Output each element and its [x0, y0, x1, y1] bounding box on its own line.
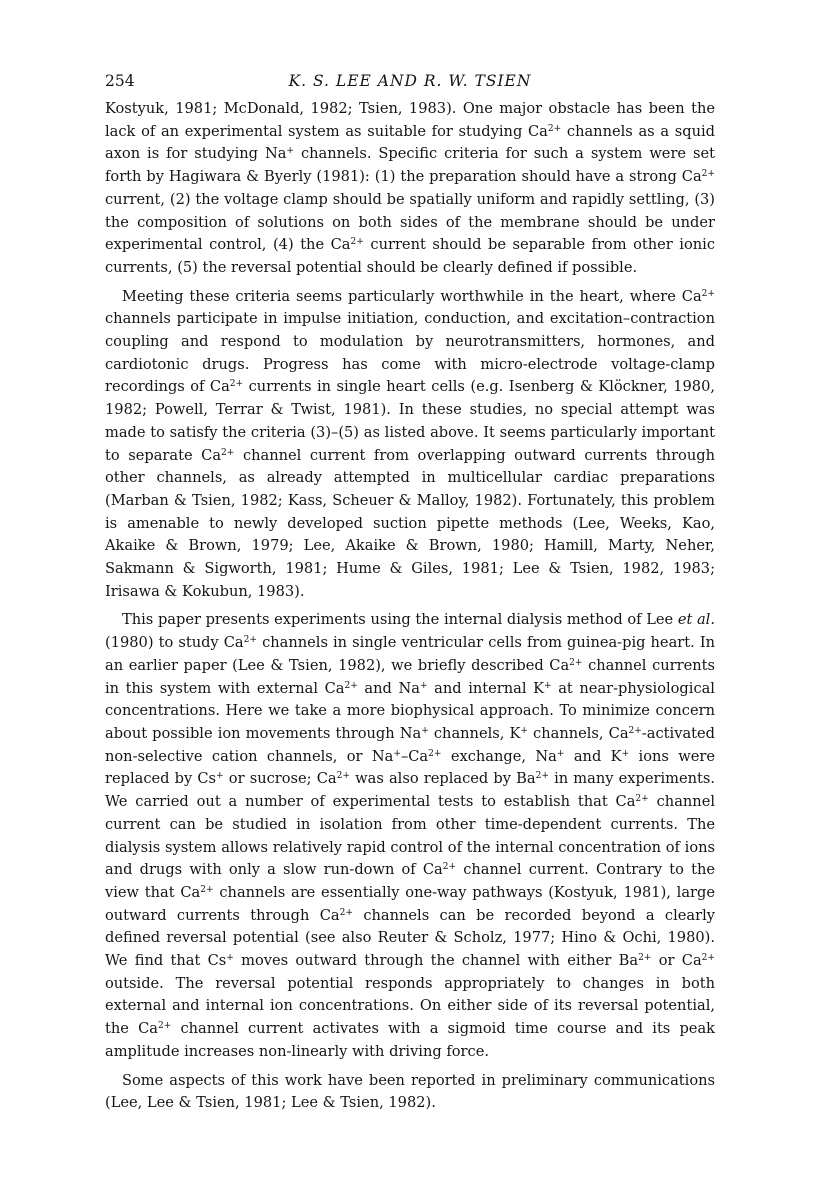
- paragraph-continued: Kostyuk, 1981; McDonald, 1982; Tsien, 1983). One major obstacle has been the lack of an experimental system as suitable for studying $Ca^{2+}$ channels as a squid axon is for studying Na+ channels. Specific criteria for such a system were set forth by Hagiwara & Byerly (1981): (1) the preparation should have a strong $Ca^{2+}$ current, (2) the voltage clamp should be spatially uniform and rapidly settling, (3) the composition of solutions on both sides of the membrane should be under experimental control, (4) the $Ca^{2+}$ current should be separable from other ionic currents, (5) the reversal potential should be clearly defined if possible.: [105, 100, 716, 276]
- journal-page: [105, 72, 715, 1115]
- paragraph-criteria-heart: Meeting these criteria seems particularly worthwhile in the heart, where $Ca^{2+}$ channels participate in impulse initiation, conduction, and excitation–contraction coupling and respond to modulation by neurotransmitters, hormones, and cardiotonic drugs. Progress has come with micro-electrode voltage-clamp recordings of $Ca^{2+}$ currents in single heart cells (e.g. Isenberg & Klöckner, 1980, 1982; Powell, Terrar & Twist, 1981). In these studies, no special attempt was made to satisfy the criteria (3)–(5) as listed above. It seems particularly important to separate $Ca^{2+}$ channel current from overlapping outward currents through other channels, as already attempted in multicellular cardiac preparations (Marban & Tsien, 1982; Kass, Scheuer & Malloy, 1982). Fortunately, this problem is amenable to newly developed suction pipette methods (Lee, Weeks, Kao, Akaike & Brown, 1979; Lee, Akaike & Brown, 1980; Hamill, Marty, Neher, Sakmann & Sigworth, 1981; Hume & Giles, 1981; Lee & Tsien, 1982, 1983; Irisawa & Kokubun, 1983).: [105, 287, 715, 600]
- running-head: K. S. LEE AND R. W. TSIEN: [288, 72, 532, 90]
- paragraph-present-experiments: This paper presents experiments using the internal dialysis method of Lee et al. (1980) to study $Ca^{2+}$ channels in single ventricular cells from guinea-pig heart. In an earlier paper (Lee & Tsien, 1982), we briefly described $Ca^{2+}$ channel currents in this system with external $Ca^{2+}$ and Na+ and internal K+ at near-physiological concentrations. Here we take a more biophysical approach. To minimize concern about possible ion movements through Na+ channels, K+ channels, $Ca^{2+}$-activated non-selective cation channels, or $Na^+-Ca^{2+}$ exchange, Na+ and K+ ions were replaced by Cs+ or sucrose; $Ca^{2+}$ was also replaced by $Ba^{2+}$ in many experiments. We carried out a number of experimental tests to establish that $Ca^{2+}$ channel current can be studied in isolation from other time-dependent currents. The dialysis system allows relatively rapid control of the internal concentration of ions and drugs with only a slow run-down of $Ca^{2+}$ channel current. Contrary to the view that $Ca^{2+}$ channels are essentially one-way pathways (Kostyuk, 1981), large outward currents through $Ca^{2+}$ channels can be recorded beyond a clearly defined reversal potential (see also Reuter & Scholz, 1977; Hino & Ochi, 1980). We find that Cs+ moves outward through the channel with either $Ba^{2+}$ or $Ca^{2+}$ outside. The reversal potential responds appropriately to changes in both external and internal ion concentrations. On either side of its reversal potential, the $Ca^{2+}$ channel current activates with a sigmoid time course and its peak amplitude increases non-linearly with driving force.: [105, 611, 716, 1060]
- paragraph-preliminary-reports: Some aspects of this work have been reported in preliminary communications (Lee, Lee & Tsien, 1981; Lee & Tsien, 1982).: [105, 1071, 715, 1112]
- page-number: 254: [105, 72, 135, 90]
- page-header: [105, 72, 715, 98]
